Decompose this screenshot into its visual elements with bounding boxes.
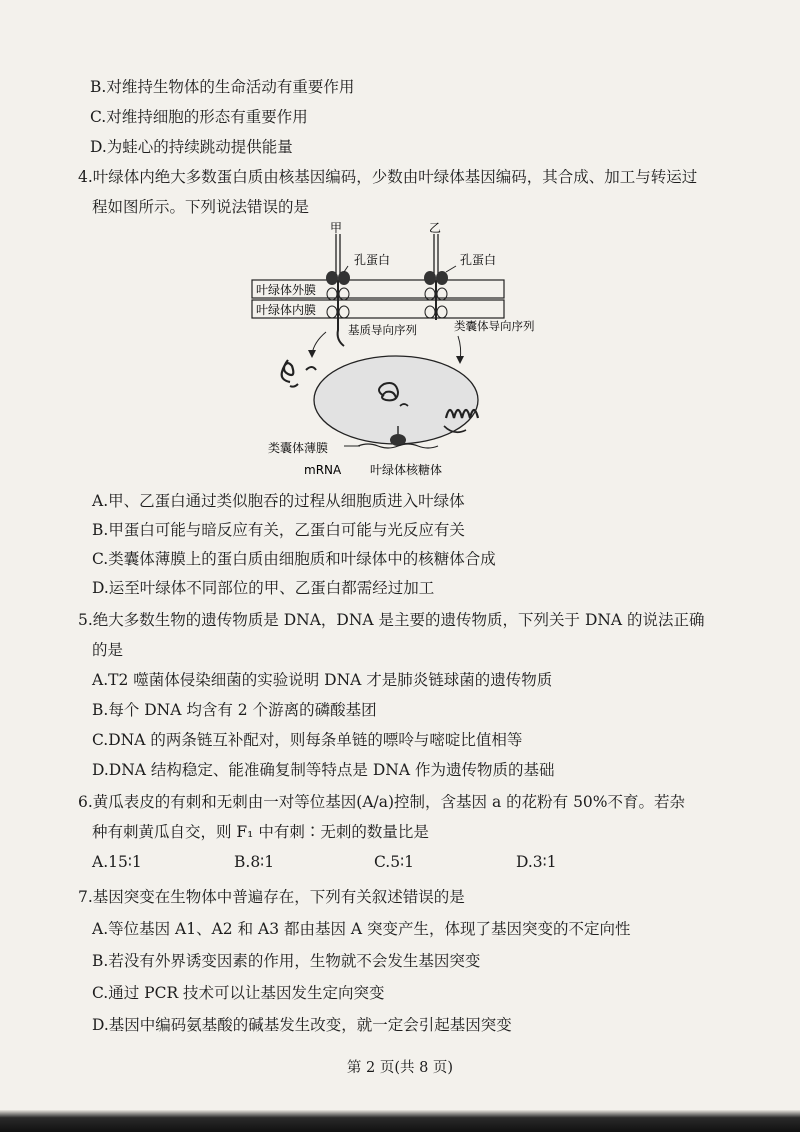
pore-protein-yi-left [424, 271, 436, 285]
q7-option-b: B.若没有外界诱变因素的作用，生物就不会发生基因突变 [92, 952, 481, 970]
thylakoid-signal-label: 类囊体导向序列 [454, 319, 535, 333]
q7-stem: 7.基因突变在生物体中普遍存在，下列有关叙述错误的是 [78, 888, 465, 906]
q5-option-d: D.DNA 结构稳定、能准确复制等特点是 DNA 作为遗传物质的基础 [92, 761, 555, 779]
protein-coil-left [282, 360, 294, 382]
pore-protein-jia-left [326, 271, 338, 285]
q5-stem-line-1: 5.绝大多数生物的遗传物质是 DNA，DNA 是主要的遗传物质，下列关于 DNA 的说法正确 [78, 611, 705, 629]
q4-stem-line-1: 4.叶绿体内绝大多数蛋白质由核基因编码，少数由叶绿体基因编码，其合成、加工与转运过 [78, 168, 698, 186]
label-yi: 乙 [429, 221, 442, 235]
q6-option-b: B.8∶1 [234, 853, 275, 871]
q4-option-a: A.甲、乙蛋白通过类似胞吞的过程从细胞质进入叶绿体 [92, 492, 465, 510]
q5-option-b: B.每个 DNA 均含有 2 个游离的磷酸基团 [92, 701, 377, 719]
stroma-signal-label: 基质导向序列 [348, 323, 417, 337]
q4-stem-line-2: 程如图所示。下列说法错误的是 [92, 198, 310, 216]
mrna-label: mRNA [304, 463, 342, 477]
pore-protein-yi-right [436, 271, 448, 285]
inner-membrane-label: 叶绿体内膜 [256, 303, 317, 317]
q6-stem-line-2: 种有刺黄瓜自交，则 F₁ 中有刺∶无刺的数量比是 [92, 823, 429, 841]
thylakoid-ellipse [314, 356, 478, 444]
q4-option-d: D.运至叶绿体不同部位的甲、乙蛋白都需经过加工 [92, 579, 435, 597]
q4-option-c: C.类囊体薄膜上的蛋白质由细胞质和叶绿体中的核糖体合成 [92, 550, 496, 568]
q7-option-d: D.基因中编码氨基酸的碱基发生改变，就一定会引起基因突变 [92, 1016, 512, 1034]
pore-protein-label-2: 孔蛋白 [460, 253, 497, 267]
page-number-footer: 第 2 页(共 8 页) [346, 1060, 454, 1076]
q3-option-d: D.为蛙心的持续跳动提供能量 [90, 138, 293, 156]
q4-option-b: B.甲蛋白可能与暗反应有关，乙蛋白可能与光反应有关 [92, 521, 465, 539]
q7-option-c: C.通过 PCR 技术可以让基因发生定向突变 [92, 984, 385, 1002]
q5-stem-line-2: 的是 [92, 641, 124, 659]
q3-option-b: B.对维持生物体的生命活动有重要作用 [90, 78, 355, 96]
chloroplast-protein-transport-diagram [248, 220, 568, 482]
label-jia: 甲 [330, 221, 343, 235]
q6-option-d: D.3∶1 [516, 853, 557, 871]
q6-choices-row [92, 851, 742, 873]
q6-option-c: C.5∶1 [374, 853, 414, 871]
pore-protein-label-1: 孔蛋白 [354, 253, 391, 267]
pore-protein-jia-right [338, 271, 350, 285]
q5-option-c: C.DNA 的两条链互补配对，则每条单链的嘌呤与嘧啶比值相等 [92, 731, 523, 749]
thylakoid-membrane-label: 类囊体薄膜 [268, 441, 329, 455]
q7-option-a: A.等位基因 A1、A2 和 A3 都由基因 A 突变产生，体现了基因突变的不定向性 [92, 920, 631, 938]
q6-stem-line-1: 6.黄瓜表皮的有刺和无刺由一对等位基因(A/a)控制，含基因 a 的花粉有 50%不育。若杂 [78, 793, 686, 811]
q3-option-c: C.对维持细胞的形态有重要作用 [90, 108, 308, 126]
outer-membrane-label: 叶绿体外膜 [256, 283, 317, 297]
q6-option-a: A.15∶1 [92, 853, 142, 871]
photo-bottom-edge [0, 1110, 800, 1132]
q5-option-a: A.T2 噬菌体侵染细菌的实验说明 DNA 才是肺炎链球菌的遗传物质 [92, 671, 553, 689]
ribosome-label: 叶绿体核糖体 [370, 463, 443, 477]
